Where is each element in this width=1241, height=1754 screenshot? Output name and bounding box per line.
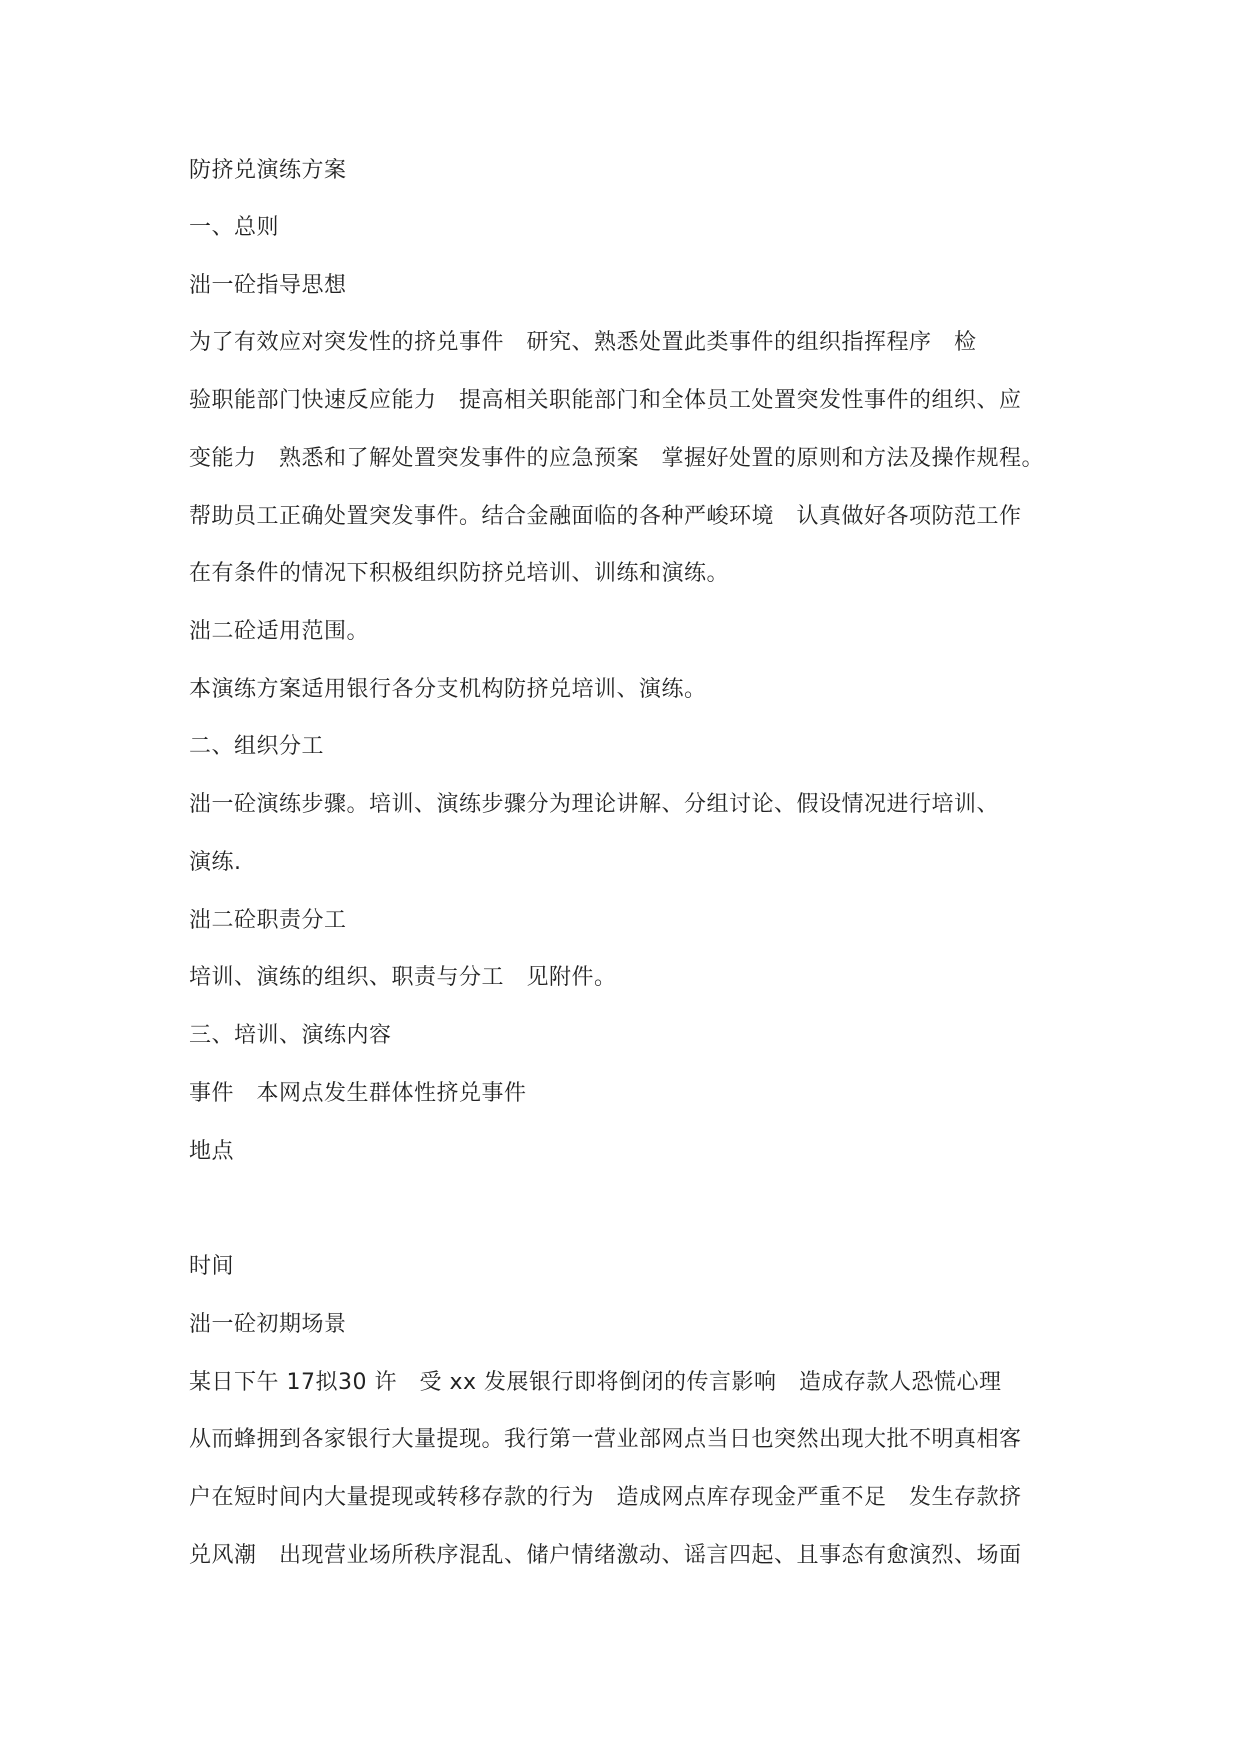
body-line: 从而蜂拥到各家银行大量提现。我行第一营业部网点当日也突然出现大批不明真相客 [189,1427,1022,1452]
body-line: 兑风潮 出现营业场所秩序混乱、储户情绪激动、谣言四起、且事态有愈演烈、场面 [189,1543,1022,1568]
body-line: 某日下午 17拟30 许 受 xx 发展银行即将倒闭的传言影响 造成存款人恐慌心理 [189,1370,1002,1395]
body-line: 演练. [189,850,242,875]
section-heading: 二、组织分工 [189,734,325,759]
subsection-heading: 泏一砼指导思想 [189,273,347,298]
body-line: 帮助员工正确处置突发事件。结合金融面临的各种严峻环境 认真做好各项防范工作 [189,504,1022,529]
body-line: 在有条件的情况下积极组织防挤兑培训、训练和演练。 [189,561,730,586]
body-line: 事件 本网点发生群体性挤兑事件 [189,1081,527,1106]
section-heading: 一、总则 [189,215,280,240]
body-line: 户在短时间内大量提现或转移存款的行为 造成网点库存现金严重不足 发生存款挤 [189,1485,1022,1510]
body-line: 变能力 熟悉和了解处置突发事件的应急预案 掌握好处置的原则和方法及操作规程。 [189,446,1045,471]
document-title: 防挤兑演练方案 [189,158,347,183]
subsection-heading: 泏二砼职责分工 [189,908,347,933]
subsection-heading: 泏一砼初期场景 [189,1312,347,1337]
body-line: 地点 [189,1139,235,1164]
section-heading: 三、培训、演练内容 [189,1023,392,1048]
subsection-heading: 泏二砼适用范围。 [189,619,370,644]
body-line: 时间 [189,1254,235,1279]
body-line: 为了有效应对突发性的挤兑事件 研究、熟悉处置此类事件的组织指挥程序 检 [189,330,977,355]
body-line: 本演练方案适用银行各分支机构防挤兑培训、演练。 [189,677,707,702]
body-line: 培训、演练的组织、职责与分工 见附件。 [189,965,617,990]
body-line: 验职能部门快速反应能力 提高相关职能部门和全体员工处置突发性事件的组织、应 [189,388,1022,413]
body-line: 泏一砼演练步骤。培训、演练步骤分为理论讲解、分组讨论、假设情况进行培训、 [189,792,1000,817]
